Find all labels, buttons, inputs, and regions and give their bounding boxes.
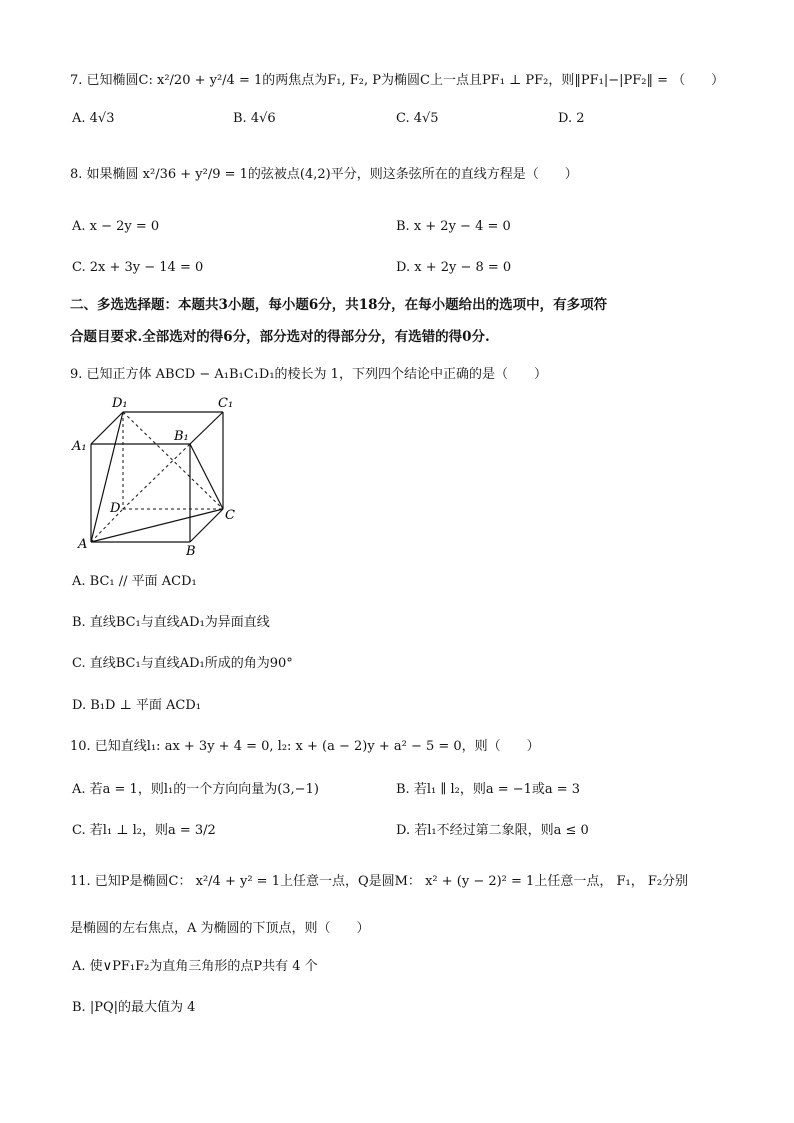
section2-heading-line1: 二、多选选择题：本题共3小题，每小题6分，共18分，在每小题给出的选项中，有多项符 bbox=[70, 297, 608, 313]
q11-stem-line2: 是椭圆的左右焦点，A 为椭圆的下顶点，则（ ） bbox=[70, 921, 370, 936]
q7-stem: 7. 已知椭圆C: x²/20 + y²/4 = 1的两焦点为F₁, F₂, P为椭圆C上一点且PF₁ ⊥ PF₂，则‖PF₁|−|PF₂‖ = （ ） bbox=[70, 73, 725, 88]
q8-option-d: D. x + 2y − 8 = 0 bbox=[396, 260, 512, 275]
q10-option-b: B. 若l₁ ∥ l₂，则a = −1或a = 3 bbox=[396, 782, 581, 797]
vertex-label-a1: A₁ bbox=[72, 439, 87, 454]
q7-option-b: B. 4√6 bbox=[233, 111, 276, 126]
vertex-label-d1: D₁ bbox=[112, 396, 128, 411]
q7-option-d: D. 2 bbox=[558, 111, 585, 126]
section2-heading-line2: 合题目要求.全部选对的得6分，部分选对的得部分分，有选错的得0分. bbox=[70, 329, 490, 345]
q8-stem: 8. 如果椭圆 x²/36 + y²/9 = 1的弦被点(4,2)平分，则这条弦所在的直线方程是（ ） bbox=[70, 167, 578, 182]
cube-figure bbox=[70, 392, 240, 562]
q11-stem-line1: 11. 已知P是椭圆C： x²/4 + y² = 1上任意一点，Q是圆M： x² + (y − 2)² = 1上任意一点， F₁， F₂分别 bbox=[70, 874, 689, 889]
q8-option-b: B. x + 2y − 4 = 0 bbox=[396, 219, 511, 234]
vertex-label-c: C bbox=[225, 508, 235, 523]
q7-option-a: A. 4√3 bbox=[72, 111, 115, 126]
q11-option-b: B. |PQ|的最大值为 4 bbox=[72, 1000, 196, 1015]
q8-option-a: A. x − 2y = 0 bbox=[72, 219, 160, 234]
vertex-label-b: B bbox=[186, 544, 196, 559]
q8-option-c: C. 2x + 3y − 14 = 0 bbox=[72, 260, 204, 275]
q10-option-d: D. 若l₁不经过第二象限，则a ≤ 0 bbox=[396, 823, 589, 838]
q10-option-c: C. 若l₁ ⊥ l₂，则a = 3/2 bbox=[72, 823, 216, 838]
q10-option-a: A. 若a = 1，则l₁的一个方向向量为(3,−1) bbox=[72, 782, 319, 797]
vertex-label-b1: B₁ bbox=[174, 429, 189, 444]
vertex-label-a: A bbox=[78, 537, 88, 552]
vertex-label-d: D bbox=[110, 501, 121, 516]
vertex-label-c1: C₁ bbox=[218, 396, 234, 411]
q9-option-a: A. BC₁ // 平面 ACD₁ bbox=[72, 574, 197, 589]
q9-stem: 9. 已知正方体 ABCD − A₁B₁C₁D₁的棱长为 1，下列四个结论中正确的是（ ） bbox=[70, 367, 547, 382]
q9-option-c: C. 直线BC₁与直线AD₁所成的角为90° bbox=[72, 656, 293, 671]
q11-option-a: A. 使∨PF₁F₂为直角三角形的点P共有 4 个 bbox=[72, 959, 318, 974]
q7-option-c: C. 4√5 bbox=[396, 111, 439, 126]
q9-option-b: B. 直线BC₁与直线AD₁为异面直线 bbox=[72, 615, 270, 630]
q10-stem: 10. 已知直线l₁: ax + 3y + 4 = 0, l₂: x + (a − 2)y + a² − 5 = 0，则（ ） bbox=[70, 739, 540, 754]
q9-option-d: D. B₁D ⊥ 平面 ACD₁ bbox=[72, 698, 202, 713]
